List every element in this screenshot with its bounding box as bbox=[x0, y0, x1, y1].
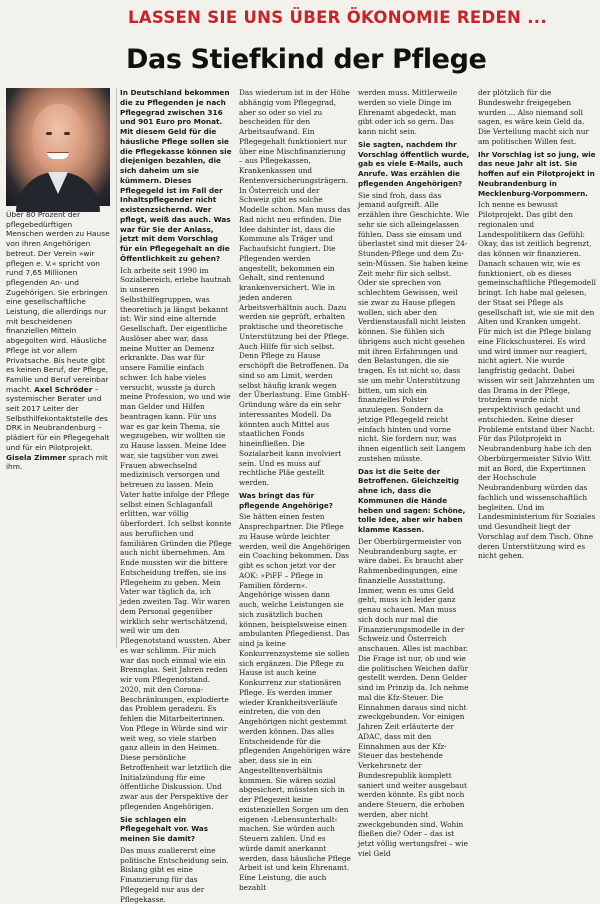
answer-paragraph: Ich nenne es bewusst Pilotprojekt. Das gibt den regionalen und Landespolitikern das Gefühl: Okay, das ist zeitlich begrenzt, das können wir finanzieren. Danach schauen wir, wie es funktioniert, ob es dieses gemeinschaftliche Pflegemodell bringt. Ich habe mal gelesen, der Staat sei Pflege als gesellschaft ist, wie sie mit den Alten und Kranken umgeht. Für mich ist die Pflege bislang eine Flickschusterei. Es wird und wird immer nur reagiert, nicht agiert. Nie wurde langfristig gedacht. Dabei wissen wir seit Jahrzehnten um das Drama in der Pflege, trotzdem wurde nicht perspektivisch gedacht und entschieden. Keine dieser Probleme entstand über Nacht. Für das Pilotprojekt in Neubrandenburg habe ich den Oberbürgermeister Silvio Witt mit an Bord, die Expertinnen der Hochschule Neubrandenburg würden das fachlich und wissenschaftlich begleiten. Und im Landesministerium für Soziales und Gesundheit liegt der Vorschlag auf dem Tisch. Ohne deren Unterstützung wird es nicht gehen. bbox=[478, 200, 596, 561]
portrait-photo bbox=[6, 88, 110, 206]
answer-paragraph: Sie sind froh, dass das jemand aufgreift. Alle erzählen ihre Geschichte. Wie sehr sie sich alleingelassen fühlen. Dass sie einsam und überlastet sind mit dieser 24-Stunden-Pflege und dem Zu-sein-Müssen. Sie haben keine Zeit mehr für sich selbst. Oder sie sprechen von schlechtem Gewissen, weil sie zwar zu Hause pflegen wollen, sich aber den Verdienstausfall nicht leisten können. Sie fühlen sich übrigens auch nicht gesehen mit ihren Erfahrungen und den Belastungen, die sie tragen. Es ist nicht so, dass sie um mehr Unterstützung bitten, um sich ein finanzielles Polster anzulegen. Sondern da jetzige Pflegegeld reicht einfach hinten und vorne nicht. Sie fordern nur, was ihnen eigentlich seit Langem zustehen müsste. bbox=[358, 190, 470, 463]
photo-eye-right bbox=[64, 132, 70, 135]
interview-question: Sie schlagen ein Pflegegehalt vor. Was meinen Sie damit? bbox=[120, 814, 209, 843]
answer-paragraph: der plötzlich für die Bundeswehr freigegeben wurden ... Also niemand soll sagen, es wäre kein Geld da. Die Verteilung macht sich nur am politischen Willen fest. bbox=[478, 88, 589, 146]
caption-intro: Über 80 Prozent der pflegebedürftigen Menschen werden zu Hause von ihren Angehörigen betreut. Der Verein »wir pflegen e. V.« spricht von rund 7,65 Millionen pflegenden An- und Zugehörigen. Sie erbringen eine gesellschaftliche Leistung, die allerdings nur mit bescheidenen finanziellen Mitteln abgegolten wird. Häusliche Pflege ist vor allem Privatsache. Bis heute gibt es keinen Beruf, der Pflege, Familie und Beruf vereinbar macht. bbox=[6, 210, 110, 394]
caption-person-interviewer: Gisela Zimmer bbox=[6, 452, 67, 462]
article-column-4 bbox=[478, 88, 596, 650]
article-column-2 bbox=[239, 88, 351, 892]
photo-caption bbox=[6, 210, 110, 472]
interview-question: Ihr Vorschlag ist so jung, wie das neue Jahr alt ist. Sie hoffen auf ein Pilotprojekt in Neubrandenburg in Mecklenburg-Vorpommern. bbox=[478, 149, 596, 198]
answer-paragraph: Das wiederum ist in der Höhe abhängig vom Pflegegrad, aber so oder so viel zu bescheiden für den Arbeitsaufwand. Ein Pflegegehalt funktioniert nur über eine Mischfinanzierung – aus Pflegekassen, Krankenkassen und Rentenversicherungsträgern. In Österreich und der Schweiz gibt es solche Modelle schon. Man muss das Rad nicht neu erfinden. Die Idee dahinter ist, dass die Kommune als Träger und Fachaufsicht fungiert. Die Pflegenden werden angestellt, bekommen ein Gehalt, sind rentenund krankenversichert. Wie in jeden anderen Arbeitsverhältnis auch. Dazu werden sie geprüft, erhalten praktische und theoretische Unterstützung bei der Pflege. Auch Hilfe für sich selbst. Denn Pflege zu Hause erschöpft die Betroffenen. Da sind so am Limit, werden selbst häufig krank wegen der Überlastung. Eine GmbH-Gründung wäre da ein sehr interessantes Modell. Da könnten auch Mittel aus staatlichen Fonds hineinfließen. Die Sozialarbeit kann involviert sein. Und es muss auf rechtliche Pläe gestellt werden. bbox=[239, 88, 351, 487]
answer-paragraph: Der Oberbürgermeister von Neubrandenburg sagte, er wäre dabei. Es braucht aber Rahmenbedingungen, eine finanzielle Ausstattung. Immer, wenn es ums Geld geht, muss ich leider ganz genau schauen. Man muss sich doch nur mal die Finanzierungsmodelle in der Schweiz und Österreich anschauen. Alles ist machbar. Die Frage ist nur, ob und wie die politischen Weichen dafür gestellt werden. Denn Gelder sind im Prinzip da. Ich nehme mal die Kfz-Steuer. Die Einnahmen daraus sind nicht zweckgebunden. Vor einigen Jahren Zeit erläuterte der ADAC, dass mit den Einnahmen aus der Kfz-Steuer das bestehende Verkehrsnetz der Bundesrepublik komplett saniert und weiter ausgebaut werden könnte. Es gibt noch andere Steuern, die erhoben werden, aber nicht zweckgebunden sind. Wohin fließen die? Oder – das ist jetzt völlig wertungsfrei – wie viel Geld bbox=[358, 536, 469, 858]
answer-paragraph: Sie hätten einen festen Ansprechpartner. Die Pflege zu Hause würde leichter werden, weil die Angehörigen ein Coaching bekommen. Das gibt es schon jetzt vor der AOK: »PiFF – Pflege in Familien fördern«. Angehörige wissen dann auch, welche Leistungen sie sich zusätzlich buchen können, beispielsweise einen ambulanten Pflegedienst. Das sind ja keine Konkurrenzsysteme sie sollen sich ergänzen. Die Pflege zu Hause ist auch keine Konkurrenz zur stationären Pflege. Es werden immer wieder Krankheitsverläufe eintreten, die von den Angehörigen nicht gestemmt werden können. Das alles Entscheidende für die pflegenden Angehörigen wäre aber, dass sie in ein Angestelltenverhältnis kommen. Sie wären sozial abgesichert, müssten sich in der Pflegezeit keine existenziellen Sorgen um den eigenen ›Lebensunterhalt‹ machen. Sie würden auch Steuern zahlen. Und es würde damit anerkannt werden, dass häusliche Pflege Arbeit ist und kein Ehrenamt. Eine Leistung, die auch bezahlt bbox=[239, 512, 351, 892]
answer-paragraph: Ich arbeite seit 1990 im Sozialbereich, erlebe hautnah in unseren Selbsthilfegruppen, was theoretisch ja längst bekannt ist: Wir sind eine alternde Gesellschaft. Der eigentliche Auslöser aber war, dass meine Mutter an Demenz erkrankte. Das war für unsere Familie einfach schwer. Ich habe vieles versucht, wusste ja durch meine Profession, wo und wie man Gelder und Hilfen beantragen kann. Für uns war es gar kein Thema, sie wegzugeben, wir wollten sie zu Hause lassen. Meine Idee war, sie tagsüber von zwei Frauen abwechselnd medizinisch versorgen und betreuen zu lassen. Mein Vater hatte infolge der Pflege selbst einen Schlaganfall erlitten, war völlig überfordert. Ich selbst konnte aus beruflichen und familiären Gründen die Pflege auch nicht übernehmen. Am Ende mussten wir die bittere Entscheidung treffen, sie ins Pflegeheim zu geben. Mein Vater war täglich da, ich jeden zweiten Tag. Wir waren dem Personal gegenüber wirklich sehr wertschätzend, weil wir um den Pflegenotstand wussten. Aber es war schlimm. Für mich war das noch einmal wie ein Brennglas. Seit Jahren reden wir vom Pflegenotstand. 2020, mit den Corona-Beschränkungen, explodierte das Problem geradezu. Es fehlen die Mitarbeiterinnen. Von Pflege in Würde sind wir weit weg, so viele starben ganz allein in den Heimen. Diese persönliche Betroffenheit war letztlich die Initialzündung für eine öffentliche Diskussion. Und zwar aus der Perspektive der pflegenden Angehörigen. bbox=[120, 265, 232, 811]
article-intro-question: In Deutschland bekommen die zu Pflegenden je nach Pflegegrad zwischen 316 und 901 Euro pro Monat. Mit diesem Geld für die häusliche Pflege sollen sie die Pflegekasse können sie diejenigen bezahlen, die sich daheim um sie kümmern. Dieses Pflegegeld ist im Fall der Inhaltspflegender nicht existenzsichernd. Wer pflegt, weiß das auch. Was war für Sie der Anlass, jetzt mit dem Vorschlag für ein Pflegegehalt an die Öffentlichkeit zu gehen? bbox=[120, 88, 232, 263]
caption-middle: –systemischer Berater und seit 2017 Leiter der Selbsthilfekontaktstelle des DRK in Neubrandenburg – plädiert für ein Pflegegehalt und für ein Pilotprojekt. bbox=[6, 384, 110, 452]
article-headline: Das Stiefkind der Pflege bbox=[126, 44, 487, 75]
answer-paragraph: werden muss. Mittlerweile werden so viele Dinge im Ehrenamt abgedeckt, man gibt oder ich so gern. Das kann nicht sein. bbox=[358, 88, 458, 136]
photo-head bbox=[32, 104, 84, 170]
interview-question: Sie sagten, nachdem Ihr Vorschlag öffentlich wurde, gab es viele E-Mails, auch Anrufe. Was erzählen die pflegenden Angehörigen? bbox=[358, 139, 470, 188]
article-column-3 bbox=[358, 88, 470, 858]
photo-eye-left bbox=[46, 132, 52, 135]
article-kicker: LASSEN SIE UNS ÜBER ÖKONOMIE REDEN ... bbox=[128, 8, 547, 27]
caption-end: sprach mit ihm. bbox=[6, 452, 108, 472]
photo-smile bbox=[47, 152, 69, 159]
column-rule bbox=[116, 88, 117, 648]
interview-question: Was bringt das für pflegende Angehörige? bbox=[239, 490, 333, 510]
interview-question: Das ist die Seite der Betroffenen. Gleichzeitig ahne ich, dass die Kommunen die Hände heben und sagen: Schöne, tolle Idee, aber wir haben klamme Kassen. bbox=[358, 466, 466, 534]
answer-paragraph: Das muss zuallererst eine politische Entscheidung sein. Bislang gibt es eine Finanzierung für das Pflegegeld nur aus der Pflegekasse. bbox=[120, 845, 229, 904]
article-column-1 bbox=[120, 88, 232, 904]
caption-person-interviewee: Axel Schröder bbox=[34, 384, 93, 394]
